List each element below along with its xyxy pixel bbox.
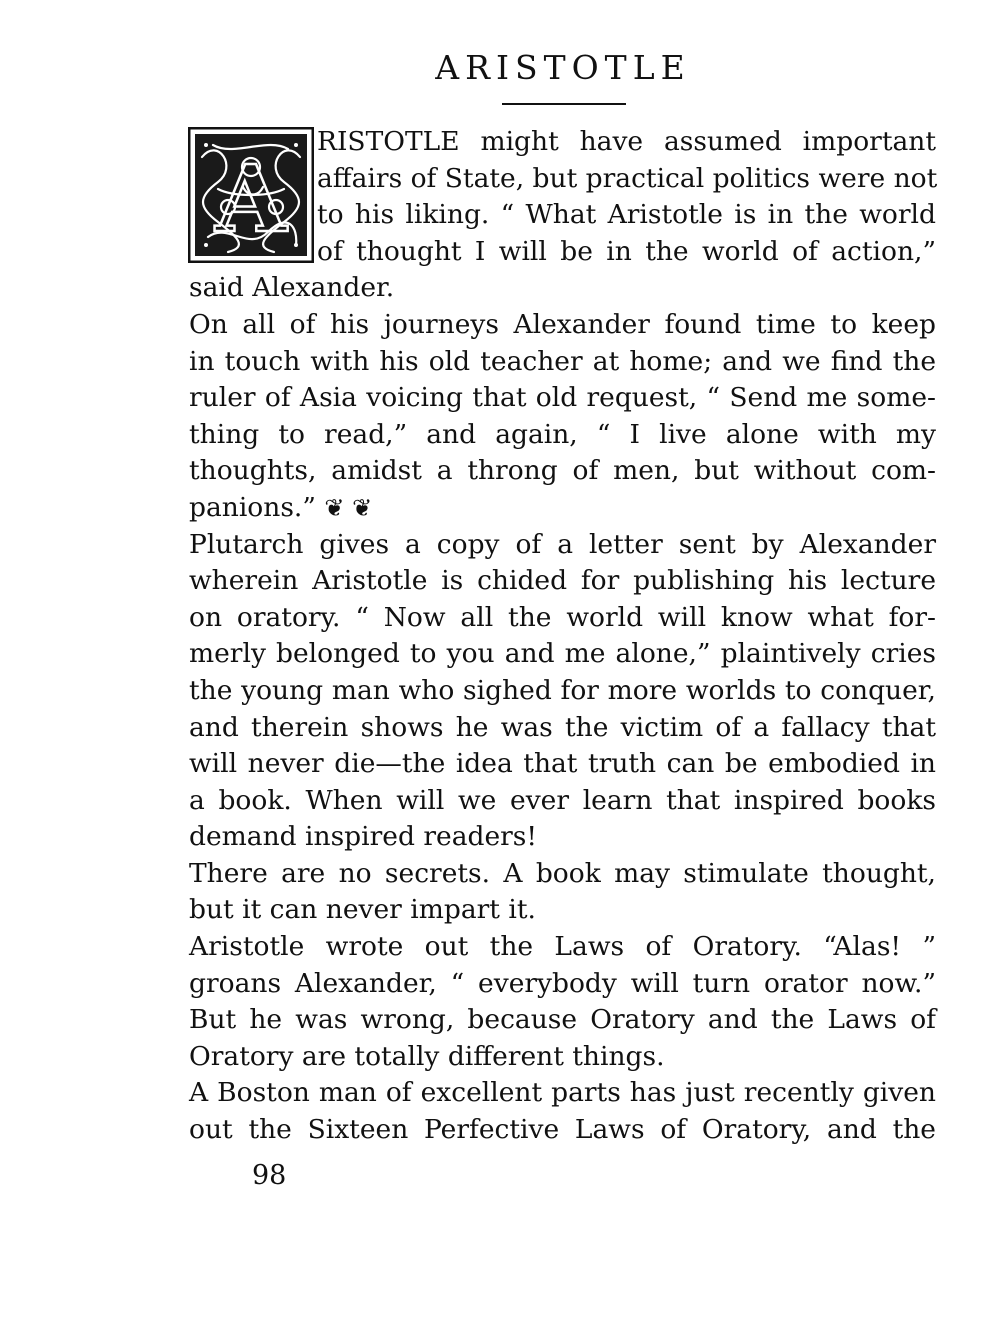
text-line: and therein shows he was the victim of a fallacy that bbox=[189, 711, 936, 743]
text-line: said Alexander. bbox=[189, 272, 395, 304]
header-rule bbox=[502, 103, 626, 105]
body-text bbox=[189, 124, 936, 1149]
text-line: groans Alexander, “ everybody will turn orator now.” bbox=[189, 967, 936, 999]
page-number: 98 bbox=[252, 1160, 287, 1191]
text-line: But he was wrong, because Oratory and the Laws of bbox=[189, 1004, 936, 1036]
text-line: Aristotle wrote out the Laws of Oratory. “Alas! ” bbox=[189, 931, 936, 963]
text-line: A Boston man of excellent parts has just recently given bbox=[189, 1077, 936, 1109]
text-line: thing to read,” and again, “ I live alone with my bbox=[189, 418, 936, 450]
text-line: a book. When will we ever learn that inspired books bbox=[189, 784, 936, 816]
dropcap-letter: A bbox=[215, 145, 287, 253]
text-line: RISTOTLE might have assumed important bbox=[317, 126, 936, 157]
text-line: will never die—the idea that truth can be embodied in bbox=[189, 748, 936, 780]
text-line: in touch with his old teacher at home; and we find the bbox=[189, 345, 936, 377]
text-line: thoughts, amidst a throng of men, but without com- bbox=[189, 455, 936, 487]
text-line: ruler of Asia voicing that old request, “ Send me some- bbox=[189, 382, 936, 414]
fleuron-ornament: ❦ ❦ bbox=[324, 493, 373, 522]
running-head: ARISTOTLE bbox=[435, 48, 691, 87]
text-line: Oratory are totally different things. bbox=[189, 1040, 665, 1072]
text-line: There are no secrets. A book may stimulate thought, bbox=[189, 857, 936, 889]
text-line: Plutarch gives a copy of a letter sent by Alexander bbox=[189, 528, 936, 560]
text-line: affairs of State, but practical politics were not bbox=[317, 162, 938, 194]
text-line: out the Sixteen Perfective Laws of Oratory, and the bbox=[189, 1114, 936, 1146]
text-line: wherein Aristotle is chided for publishing his lecture bbox=[189, 565, 936, 597]
text-line: demand inspired readers! bbox=[189, 821, 538, 853]
text-line: merly belonged to you and me alone,” plaintively cries bbox=[189, 638, 936, 670]
text-line-content: panions.” bbox=[189, 491, 316, 523]
text-line: On all of his journeys Alexander found time to keep bbox=[189, 308, 936, 340]
text-line: of thought I will be in the world of action,” bbox=[317, 235, 936, 267]
text-line: but it can never impart it. bbox=[189, 894, 536, 926]
text-line bbox=[189, 490, 936, 527]
text-line: on oratory. “ Now all the world will know what for- bbox=[189, 601, 936, 633]
text-line: to his liking. “ What Aristotle is in the world bbox=[317, 199, 936, 231]
text-line: the young man who sighed for more worlds to conquer, bbox=[189, 674, 936, 706]
